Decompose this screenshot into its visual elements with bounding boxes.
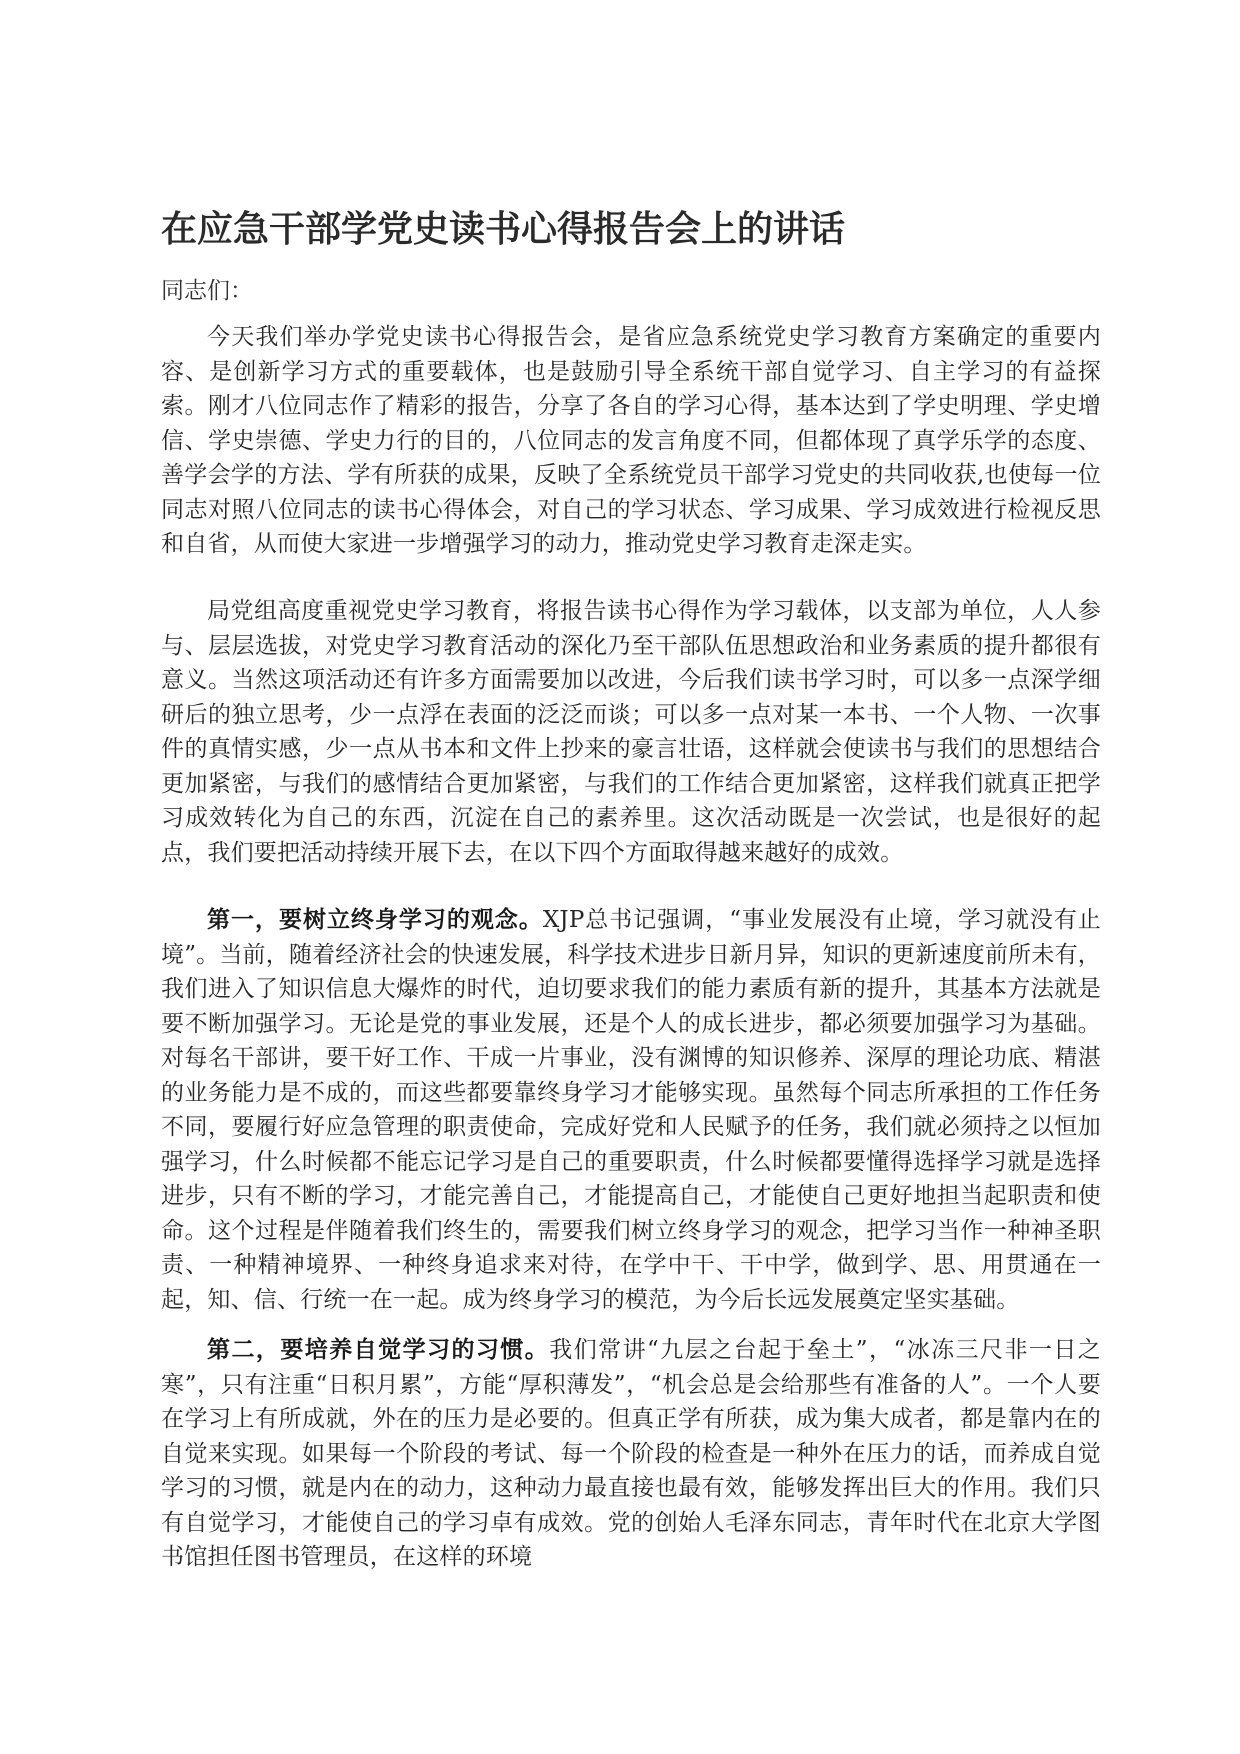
salutation: 同志们：	[161, 278, 253, 304]
paragraph-opening	[161, 320, 1101, 562]
paragraph-text: 局党组高度重视党史学习教育，将报告读书心得作为学习载体，以支部为单位，人人参与、层层选拔，对党史学习教育活动的深化乃至干部队伍思想政治和业务素质的提升都很有意义。当然这项活动还有许多方面需要加以改进，今后我们读书学习时，可以多一点深学细研后的独立思考，少一点浮在表面的泛泛而谈；可以多一点对某一本书、一个人物、一次事件的真情实感，少一点从书本和文件上抄来的豪言壮语，这样就会使读书与我们的思想结合更加紧密，与我们的感情结合更加紧密，与我们的工作结合更加紧密，这样我们就真正把学习成效转化为自己的东西，沉淀在自己的素养里。这次活动既是一次尝试，也是很好的起点，我们要把活动持续开展下去，在以下四个方面取得越来越好的成效。	[161, 598, 1101, 866]
document-title: 在应急干部学党史读书心得报告会上的讲话	[161, 209, 846, 250]
paragraph-text: XJP总书记强调，“事业发展没有止境，学习就没有止境”。当前，随着经济社会的快速发展，科学技术进步日新月异，知识的更新速度前所未有，我们进入了知识信息大爆炸的时代，迫切要求我们的能力素质有新的提升，其基本方法就是要不断加强学习。无论是党的事业发展，还是个人的成长进步，都必须要加强学习为基础。对每名干部讲，要干好工作、干成一片事业，没有渊博的知识修养、深厚的理论功底、精湛的业务能力是不成的，而这些都要靠终身学习才能够实现。虽然每个同志所承担的工作任务不同，要履行好应急管理的职责使命，完成好党和人民赋予的任务，我们就必须持之以恒加强学习，什么时候都不能忘记学习是自己的重要职责，什么时候都要懂得选择学习就是选择进步，只有不断的学习，才能完善自己，才能提高自己，才能使自己更好地担当起职责和使命。这个过程是伴随着我们终生的，需要我们树立终身学习的观念，把学习当作一种神圣职责、一种精神境界、一种终身追求来对待，在学中干、干中学，做到学、思、用贯通在一起，知、信、行统一在一起。成为终身学习的模范，为今后长远发展奠定坚实基础。	[161, 907, 1102, 1313]
paragraph-lead: 第二，要培养自觉学习的习惯。	[207, 1336, 550, 1363]
paragraph-party-group	[161, 594, 1101, 870]
paragraph-text: 我们常讲“九层之台起于垒土”，“冰冻三尺非一日之寒”，只有注重“日积月累”，方能“厚积薄发”，“机会总是会给那些有准备的人”。一个人要在学习上有所成就，外在的压力是必要的。但真正学有所获，成为集大成者，都是靠内在的自觉来实现。如果每一个阶段的考试、每一个阶段的检查是一种外在压力的话，而养成自觉学习的习惯，就是内在的动力，这种动力最直接也最有效，能够发挥出巨大的作用。我们只有自觉学习，才能使自己的学习卓有成效。党的创始人毛泽东同志，青年时代在北京大学图书馆担任图书管理员，在这样的环境	[161, 1337, 1101, 1570]
paragraph-second-point	[161, 1333, 1101, 1575]
paragraph-lead: 第一，要树立终身学习的观念。	[207, 906, 543, 933]
paragraph-first-point	[161, 903, 1101, 1317]
paragraph-text: 今天我们举办学党史读书心得报告会，是省应急系统党史学习教育方案确定的重要内容、是创新学习方式的重要载体，也是鼓励引导全系统干部自觉学习、自主学习的有益探索。刚才八位同志作了精彩的报告，分享了各自的学习心得，基本达到了学史明理、学史增信、学史崇德、学史力行的目的，八位同志的发言角度不同，但都体现了真学乐学的态度、善学会学的方法、学有所获的成果，反映了全系统党员干部学习党史的共同收获,也使每一位同志对照八位同志的读书心得体会，对自己的学习状态、学习成果、学习成效进行检视反思和自省，从而使大家进一步增强学习的动力，推动党史学习教育走深走实。	[161, 324, 1101, 557]
